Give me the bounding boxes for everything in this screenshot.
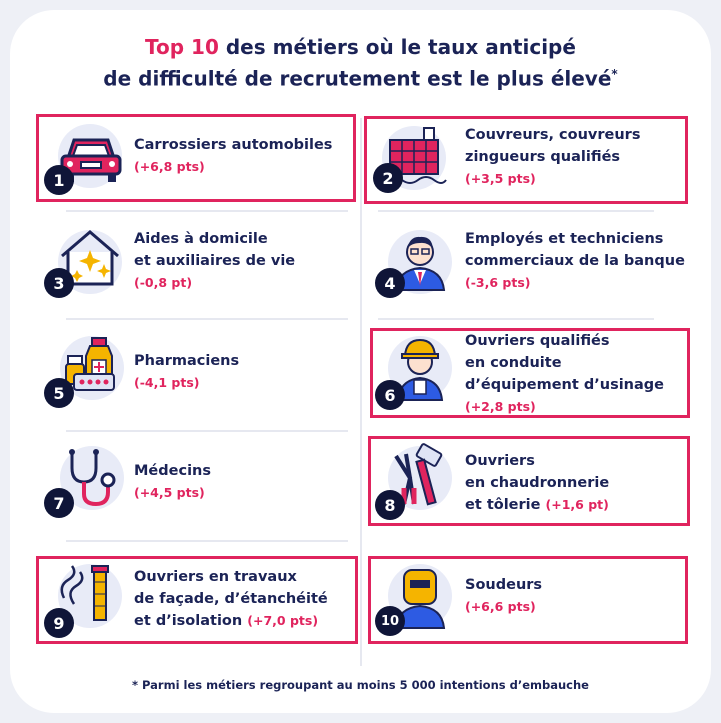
row-divider bbox=[378, 210, 654, 212]
title-asterisk: * bbox=[611, 67, 618, 81]
row-divider bbox=[66, 540, 348, 542]
row-divider bbox=[378, 318, 654, 320]
job-delta: (+3,5 pts) bbox=[465, 171, 536, 186]
rank-badge: 10 bbox=[375, 606, 405, 636]
rank-badge: 3 bbox=[44, 268, 74, 298]
job-title bbox=[134, 566, 328, 632]
rank-badge: 2 bbox=[373, 163, 403, 193]
job-delta: (-0,8 pt) bbox=[134, 275, 193, 290]
job-title-line: Médecins bbox=[134, 463, 211, 479]
job-title bbox=[134, 228, 295, 294]
job-title-line: Ouvriers bbox=[465, 453, 535, 469]
job-title-line: et tôlerie bbox=[465, 497, 541, 513]
page-title bbox=[0, 34, 721, 93]
job-title bbox=[134, 460, 211, 504]
bank-employee-icon bbox=[380, 222, 470, 312]
row-divider bbox=[66, 318, 348, 320]
car-icon bbox=[50, 118, 140, 208]
job-delta: (+6,8 pts) bbox=[134, 159, 205, 174]
rank-badge: 5 bbox=[44, 378, 74, 408]
footnote: * Parmi les métiers regroupant au moins 5 000 intentions d’embauche bbox=[132, 678, 589, 692]
title-line1: des métiers où le taux anticipé bbox=[218, 35, 576, 59]
job-delta: (-4,1 pts) bbox=[134, 375, 200, 390]
job-title-line: en chaudronnerie bbox=[465, 475, 610, 491]
job-delta: (+2,8 pts) bbox=[465, 399, 536, 414]
row-divider bbox=[66, 210, 348, 212]
rank-badge: 9 bbox=[44, 608, 74, 638]
clean-house-icon bbox=[50, 222, 140, 312]
job-delta: (+6,6 pts) bbox=[465, 599, 536, 614]
job-title-line: Soudeurs bbox=[465, 577, 543, 593]
job-title-line: et auxiliaires de vie bbox=[134, 253, 296, 269]
job-title-line: Ouvriers qualifiés bbox=[465, 333, 610, 349]
job-title bbox=[134, 134, 332, 178]
column-divider bbox=[360, 118, 362, 666]
rank-badge: 8 bbox=[375, 490, 405, 520]
job-title bbox=[465, 330, 664, 418]
job-title bbox=[465, 450, 609, 516]
row-divider bbox=[66, 430, 348, 432]
job-title bbox=[134, 350, 239, 394]
job-delta: (+7,0 pts) bbox=[247, 613, 319, 628]
job-title-line: Ouvriers en travaux bbox=[134, 569, 297, 585]
rank-badge: 7 bbox=[44, 488, 74, 518]
job-delta: (-3,6 pts) bbox=[465, 275, 531, 290]
job-title-line: commerciaux de la banque bbox=[465, 253, 685, 269]
job-title-line: zingueurs qualifiés bbox=[465, 149, 621, 165]
job-title bbox=[465, 574, 542, 618]
job-title-line: Pharmaciens bbox=[134, 353, 240, 369]
rank-badge: 4 bbox=[375, 268, 405, 298]
job-title-line: Couvreurs, couvreurs bbox=[465, 127, 641, 143]
job-title-line: d’équipement d’usinage bbox=[465, 377, 664, 393]
job-delta: (+1,6 pt) bbox=[545, 497, 609, 512]
job-title-line: Aides à domicile bbox=[134, 231, 268, 247]
job-delta: (+4,5 pts) bbox=[134, 485, 205, 500]
rank-badge: 1 bbox=[44, 165, 74, 195]
job-title-line: de façade, d’étanchéité bbox=[134, 591, 328, 607]
rank-badge: 6 bbox=[375, 380, 405, 410]
job-title bbox=[465, 124, 640, 190]
title-line2: de difficulté de recrutement est le plus élevé bbox=[103, 66, 612, 91]
job-title-line: Carrossiers automobiles bbox=[134, 137, 333, 153]
title-accent: Top 10 bbox=[145, 35, 219, 59]
job-title-line: Employés et techniciens bbox=[465, 231, 664, 247]
job-title bbox=[465, 228, 685, 294]
job-title-line: et d’isolation bbox=[134, 613, 243, 629]
job-title-line: en conduite bbox=[465, 355, 562, 371]
